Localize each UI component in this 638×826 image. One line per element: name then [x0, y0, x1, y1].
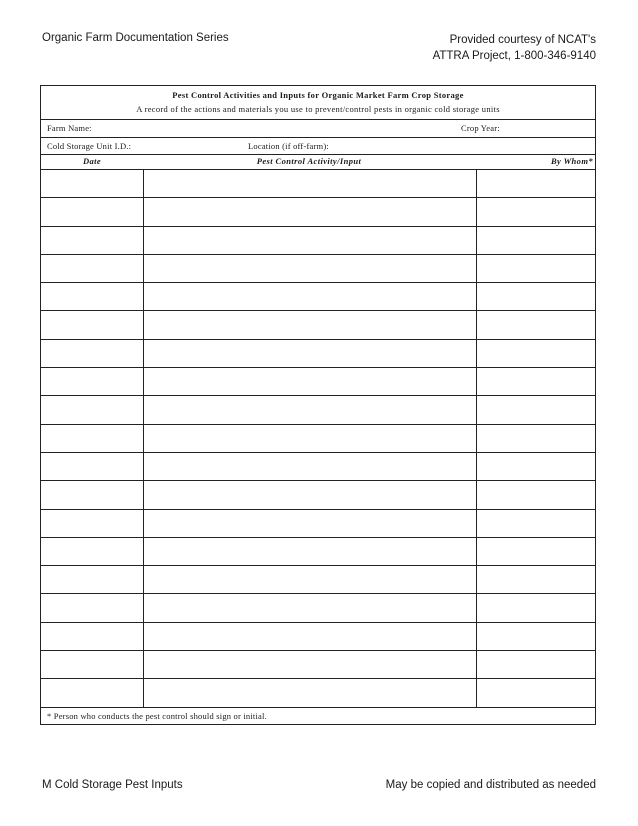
form-title: Pest Control Activities and Inputs for Organic Market Farm Crop Storage [172, 90, 464, 100]
table-row [41, 481, 595, 509]
table-row [41, 509, 595, 537]
location-label: Location (if off-farm): [248, 141, 329, 151]
table-row [41, 396, 595, 424]
date-cell[interactable] [41, 679, 143, 707]
pest-control-form [40, 85, 596, 725]
unit-id-label: Cold Storage Unit I.D.: [47, 141, 132, 151]
date-cell[interactable] [41, 254, 143, 282]
by-whom-cell[interactable] [476, 339, 595, 367]
by-whom-cell[interactable] [476, 452, 595, 480]
date-cell[interactable] [41, 594, 143, 622]
farm-info-row [41, 120, 595, 138]
table-row [41, 283, 595, 311]
entry-table-body [41, 170, 595, 707]
by-whom-cell[interactable] [476, 311, 595, 339]
activity-cell[interactable] [143, 651, 476, 679]
date-cell[interactable] [41, 339, 143, 367]
date-cell[interactable] [41, 424, 143, 452]
table-row [41, 170, 595, 198]
by-whom-cell[interactable] [476, 170, 595, 198]
footnote: * Person who conducts the pest control should sign or initial. [47, 710, 267, 721]
date-cell[interactable] [41, 537, 143, 565]
column-headers [41, 155, 595, 170]
table-row [41, 254, 595, 282]
column-header-by-whom: By Whom* [550, 156, 593, 166]
courtesy-line-1: Provided courtesy of NCAT's [449, 34, 596, 46]
by-whom-cell[interactable] [476, 283, 595, 311]
activity-cell[interactable] [143, 339, 476, 367]
activity-cell[interactable] [143, 679, 476, 707]
table-row [41, 537, 595, 565]
by-whom-cell[interactable] [476, 481, 595, 509]
date-cell[interactable] [41, 651, 143, 679]
activity-cell[interactable] [143, 424, 476, 452]
activity-cell[interactable] [143, 368, 476, 396]
date-cell[interactable] [41, 226, 143, 254]
activity-cell[interactable] [143, 566, 476, 594]
activity-cell[interactable] [143, 396, 476, 424]
table-row [41, 339, 595, 367]
by-whom-cell[interactable] [476, 622, 595, 650]
by-whom-cell[interactable] [476, 594, 595, 622]
activity-cell[interactable] [143, 311, 476, 339]
date-cell[interactable] [41, 481, 143, 509]
date-cell[interactable] [41, 622, 143, 650]
by-whom-cell[interactable] [476, 368, 595, 396]
footer-copy-note: May be copied and distributed as needed [385, 779, 596, 791]
activity-cell[interactable] [143, 226, 476, 254]
storage-info-row [41, 138, 595, 155]
activity-cell[interactable] [143, 452, 476, 480]
by-whom-cell[interactable] [476, 679, 595, 707]
table-row [41, 651, 595, 679]
column-header-date: Date [82, 156, 102, 166]
table-row [41, 622, 595, 650]
by-whom-cell[interactable] [476, 254, 595, 282]
date-cell[interactable] [41, 283, 143, 311]
by-whom-cell[interactable] [476, 537, 595, 565]
by-whom-cell[interactable] [476, 396, 595, 424]
date-cell[interactable] [41, 368, 143, 396]
activity-cell[interactable] [143, 481, 476, 509]
table-row [41, 424, 595, 452]
date-cell[interactable] [41, 311, 143, 339]
entry-table [41, 170, 595, 708]
footer-form-id: M Cold Storage Pest Inputs [42, 779, 183, 791]
by-whom-cell[interactable] [476, 198, 595, 226]
activity-cell[interactable] [143, 594, 476, 622]
activity-cell[interactable] [143, 198, 476, 226]
table-row [41, 566, 595, 594]
activity-cell[interactable] [143, 170, 476, 198]
date-cell[interactable] [41, 170, 143, 198]
activity-cell[interactable] [143, 283, 476, 311]
by-whom-cell[interactable] [476, 424, 595, 452]
series-title: Organic Farm Documentation Series [42, 32, 229, 44]
activity-cell[interactable] [143, 622, 476, 650]
table-row [41, 226, 595, 254]
table-row [41, 452, 595, 480]
activity-cell[interactable] [143, 537, 476, 565]
courtesy-note [433, 32, 596, 64]
by-whom-cell[interactable] [476, 566, 595, 594]
activity-cell[interactable] [143, 509, 476, 537]
column-header-activity: Pest Control Activity/Input [256, 156, 362, 166]
table-row [41, 311, 595, 339]
by-whom-cell[interactable] [476, 651, 595, 679]
date-cell[interactable] [41, 566, 143, 594]
table-row [41, 594, 595, 622]
activity-cell[interactable] [143, 254, 476, 282]
farm-name-label: Farm Name: [47, 123, 92, 133]
date-cell[interactable] [41, 452, 143, 480]
by-whom-cell[interactable] [476, 226, 595, 254]
date-cell[interactable] [41, 396, 143, 424]
table-row [41, 679, 595, 707]
table-row [41, 198, 595, 226]
date-cell[interactable] [41, 198, 143, 226]
crop-year-label: Crop Year: [461, 123, 500, 133]
form-subtitle: A record of the actions and materials you use to prevent/control pests in organic cold storage units [41, 102, 595, 120]
courtesy-line-2: ATTRA Project, 1-800-346-9140 [432, 50, 596, 62]
date-cell[interactable] [41, 509, 143, 537]
by-whom-cell[interactable] [476, 509, 595, 537]
table-row [41, 368, 595, 396]
